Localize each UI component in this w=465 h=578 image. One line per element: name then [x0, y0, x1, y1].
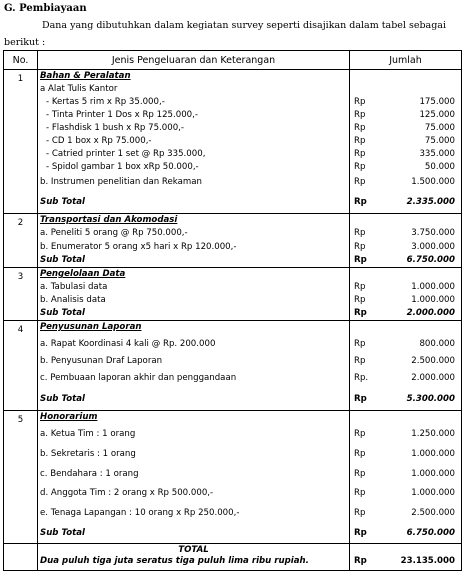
item-amount [350, 484, 461, 503]
item-amount [350, 148, 461, 161]
grand-total-value: 23.135.000 [400, 556, 455, 566]
amount-value: 75.000 [424, 123, 455, 133]
amount-value: 2.500.000 [411, 356, 455, 366]
category-title: Transportasi dan Akomodasi [40, 215, 178, 225]
currency-label: Rp [354, 136, 366, 146]
subtotal-amount [350, 388, 461, 410]
item-amount [350, 240, 461, 254]
intro-text-line2: berikut : [4, 37, 46, 48]
subtotal-amount [350, 307, 461, 320]
subtotal-label: Sub Total [40, 394, 85, 404]
currency-label: Rp [354, 339, 366, 349]
row-description [38, 268, 350, 321]
amount-value: 75.000 [424, 136, 455, 146]
item-description: c. Pembuaan laporan akhir dan penggandaan [40, 373, 237, 383]
item-amount [350, 135, 461, 148]
total-row [4, 544, 462, 571]
row-description [38, 70, 350, 214]
currency-label: Rp [354, 488, 366, 498]
item-description: e. Tenaga Lapangan : 10 orang x Rp 250.000,- [40, 508, 240, 518]
item-description: - Flashdisk 1 bush x Rp 75.000,- [46, 123, 185, 133]
item-amount [350, 96, 461, 109]
amount-spacer [350, 214, 461, 227]
item-description: a Alat Tulis Kantor [40, 84, 118, 94]
item-description: - Tinta Printer 1 Dos x Rp 125.000,- [46, 110, 198, 120]
amount-spacer [350, 544, 461, 555]
item-description: b. Analisis data [40, 295, 106, 305]
item-description: b. Instrumen penelitian dan Rekaman [40, 177, 202, 187]
table-row [4, 321, 462, 411]
subtotal-label: Sub Total [40, 308, 85, 318]
total-description [38, 544, 350, 571]
amount-value: 1.000.000 [411, 449, 455, 459]
currency-label: Rp [354, 123, 366, 133]
amount-value: 1.000.000 [411, 469, 455, 479]
item-description: b. Enumerator 5 orang x5 hari x Rp 120.000,- [40, 242, 237, 252]
amount-value [384, 83, 461, 96]
item-amount [350, 334, 461, 354]
currency-label: Rp [354, 295, 366, 305]
amount-value: 335.000 [419, 149, 455, 159]
item-amount [350, 294, 461, 307]
table-row [4, 411, 462, 544]
total-label: TOTAL [178, 545, 209, 555]
row-amount [350, 70, 462, 214]
intro-text-line1: Dana yang dibutuhkan dalam kegiatan survey seperti disajikan dalam tabel sebagai [42, 20, 446, 31]
row-number: 4 [4, 321, 38, 411]
item-amount [350, 281, 461, 294]
item-amount [350, 174, 461, 191]
amount-value: 3.000.000 [411, 242, 455, 252]
total-in-words: Dua puluh tiga juta seratus tiga puluh lima ribu rupiah. [40, 556, 309, 566]
category-title: Bahan & Peralatan [40, 71, 131, 81]
row-amount [350, 411, 462, 544]
amount-value: 175.000 [419, 97, 455, 107]
category-title: Honorarium [40, 412, 98, 422]
amount-value: 3.750.000 [411, 228, 455, 238]
currency-label: Rp [354, 556, 367, 566]
subtotal-value: 2.000.000 [406, 308, 455, 318]
table-row [4, 214, 462, 268]
item-amount [350, 161, 461, 174]
row-amount [350, 321, 462, 411]
currency-label: Rp [354, 255, 367, 265]
amount-value: 125.000 [419, 110, 455, 120]
row-number: 1 [4, 70, 38, 214]
currency-label: Rp [354, 469, 366, 479]
amount-value: 1.250.000 [411, 429, 455, 439]
item-description: b. Penyusunan Draf Laporan [40, 356, 163, 366]
item-amount [350, 83, 461, 96]
subtotal-label: Sub Total [40, 255, 85, 265]
item-amount [350, 368, 461, 388]
amount-value: 800.000 [419, 339, 455, 349]
amount-spacer [350, 411, 461, 424]
item-description: - Kertas 5 rim x Rp 35.000,- [46, 97, 165, 107]
currency-label: Rp [354, 110, 366, 120]
currency-label [350, 83, 384, 96]
currency-label: Rp [354, 528, 367, 538]
item-amount [350, 464, 461, 484]
row-description [38, 321, 350, 411]
currency-label: Rp [354, 149, 366, 159]
row-number: 2 [4, 214, 38, 268]
table-header-row [4, 51, 462, 70]
currency-label: Rp [354, 508, 366, 518]
currency-label: Rp [354, 242, 366, 252]
item-description: - CD 1 box x Rp 75.000,- [46, 136, 152, 146]
item-description: b. Sekretaris : 1 orang [40, 449, 136, 459]
amount-value: 1.500.000 [411, 177, 455, 187]
item-amount [350, 503, 461, 523]
row-amount [350, 214, 462, 268]
subtotal-value: 6.750.000 [406, 255, 455, 265]
header-no: No. [4, 51, 38, 70]
currency-label: Rp [354, 394, 367, 404]
table-row [4, 70, 462, 214]
item-description: c. Bendahara : 1 orang [40, 469, 139, 479]
currency-label: Rp [354, 177, 366, 187]
row-number: 3 [4, 268, 38, 321]
section-heading: G. Pembiayaan [4, 3, 87, 14]
item-description: - Catried printer 1 set @ Rp 335.000, [46, 149, 206, 159]
item-description: a. Tabulasi data [40, 282, 108, 292]
amount-value: 2.000.000 [411, 373, 455, 383]
row-description [38, 411, 350, 544]
subtotal-label: Sub Total [40, 528, 85, 538]
row-number: 5 [4, 411, 38, 544]
subtotal-amount [350, 523, 461, 543]
currency-label: Rp. [354, 373, 369, 383]
currency-label: Rp [354, 197, 367, 207]
item-amount [350, 109, 461, 122]
amount-value: 50.000 [424, 162, 455, 172]
subtotal-amount [350, 191, 461, 213]
category-title: Penyusunan Laporan [40, 322, 142, 332]
currency-label: Rp [354, 429, 366, 439]
subtotal-value: 6.750.000 [406, 528, 455, 538]
currency-label: Rp [354, 97, 366, 107]
currency-label: Rp [354, 282, 366, 292]
category-title: Pengelolaan Data [40, 269, 126, 279]
subtotal-value: 5.300.000 [406, 394, 455, 404]
item-amount [350, 227, 461, 240]
amount-spacer [350, 70, 461, 83]
item-description: d. Anggota Tim : 2 orang x Rp 500.000,- [40, 488, 214, 498]
currency-label: Rp [354, 228, 366, 238]
grand-total-amount [350, 555, 461, 570]
item-amount [350, 122, 461, 135]
item-amount [350, 445, 461, 464]
header-amount: Jumlah [350, 51, 462, 70]
item-amount [350, 354, 461, 368]
currency-label: Rp [354, 162, 366, 172]
header-description: Jenis Pengeluaran dan Keterangan [38, 51, 350, 70]
amount-value: 2.500.000 [411, 508, 455, 518]
table-row [4, 268, 462, 321]
table-body [4, 70, 462, 571]
amount-value: 1.000.000 [411, 488, 455, 498]
item-description: a. Ketua Tim : 1 orang [40, 429, 136, 439]
subtotal-label: Sub Total [40, 197, 85, 207]
row-description [38, 214, 350, 268]
total-empty-cell [4, 544, 38, 571]
item-description: a. Rapat Koordinasi 4 kali @ Rp. 200.000 [40, 339, 216, 349]
item-amount [350, 424, 461, 445]
amount-spacer [350, 268, 461, 281]
subtotal-value: 2.335.000 [406, 197, 455, 207]
item-description: a. Peneliti 5 orang @ Rp 750.000,- [40, 228, 188, 238]
amount-spacer [350, 321, 461, 334]
row-amount [350, 268, 462, 321]
amount-value: 1.000.000 [411, 295, 455, 305]
currency-label: Rp [354, 308, 367, 318]
budget-table [3, 50, 462, 571]
currency-label: Rp [354, 356, 366, 366]
amount-value: 1.000.000 [411, 282, 455, 292]
total-amount [350, 544, 462, 571]
item-description: - Spidol gambar 1 box xRp 50.000,- [46, 162, 199, 172]
subtotal-amount [350, 254, 461, 267]
currency-label: Rp [354, 449, 366, 459]
